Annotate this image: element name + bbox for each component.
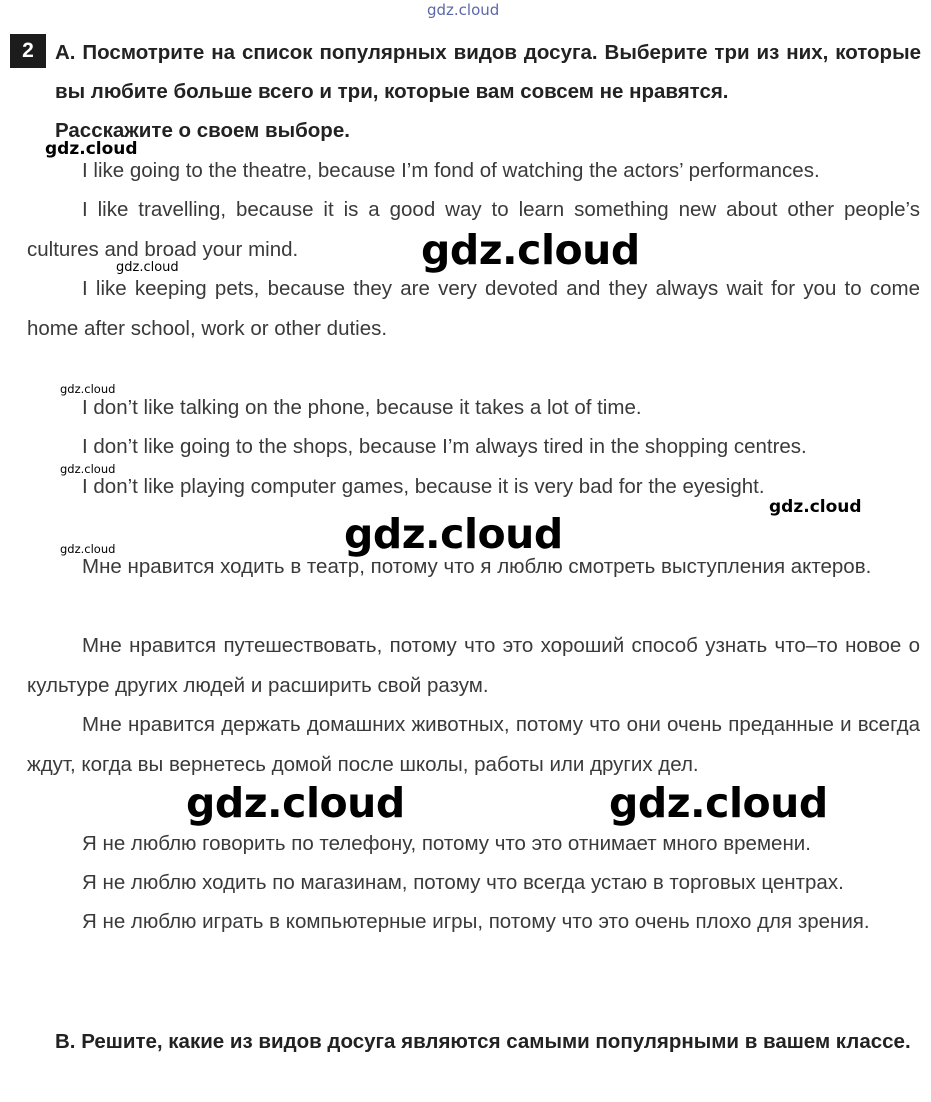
english-like-1: I like going to the theatre, because I’m fond of watching the actors’ performances. — [82, 159, 820, 182]
russian-dislike-1: Я не люблю говорить по телефону, потому что это отнимает много времени. — [82, 832, 811, 855]
part-a-heading-tail: Расскажите о своем выборе. — [55, 119, 350, 142]
english-dislike-3: I don’t like playing computer games, because it is very bad for the eyesight. — [82, 475, 765, 498]
watermark: gdz.cloud — [60, 382, 116, 396]
watermark: gdz.cloud — [186, 779, 405, 827]
russian-dislike-3: Я не люблю играть в компьютерные игры, потому что это очень плохо для зрения. — [82, 910, 870, 933]
russian-like-3: Мне нравится держать домашних животных, потому что они очень преданные и всегда ждут, когда вы вернетесь домой после школы, работы или других дел. — [27, 713, 920, 776]
watermark: gdz.cloud — [769, 497, 862, 517]
english-like-3: I like keeping pets, because they are very devoted and they always wait for you to come home after school, work or other duties. — [27, 277, 920, 340]
russian-dislike-2: Я не люблю ходить по магазинам, потому что всегда устаю в торговых центрах. — [82, 871, 844, 894]
watermark: gdz.cloud — [344, 510, 563, 558]
part-a-heading: A. Посмотрите на список популярных видов досуга. Выберите три из них, которые вы любите больше всего и три, которые вам совсем не нравятся. — [55, 41, 921, 103]
part-b-heading: B. Решите, какие из видов досуга являются самыми популярными в вашем классе. — [55, 1030, 911, 1053]
english-dislike-2: I don’t like going to the shops, because I’m always tired in the shopping centres. — [82, 435, 807, 458]
watermark: gdz.cloud — [421, 226, 640, 274]
watermark: gdz.cloud — [609, 779, 828, 827]
watermark: gdz.cloud — [60, 462, 116, 476]
watermark: gdz.cloud — [45, 139, 138, 159]
english-dislike-1: I don’t like talking on the phone, because it takes a lot of time. — [82, 396, 642, 419]
english-like-2: I like travelling, because it is a good way to learn something new about other people’s cultures and broad your mind. — [27, 198, 920, 261]
russian-like-2: Мне нравится путешествовать, потому что это хороший способ узнать что–то новое о культуре других людей и расширить свой разум. — [27, 634, 920, 697]
task-number-badge: 2 — [10, 34, 46, 68]
watermark-top: gdz.cloud — [427, 1, 500, 19]
watermark: gdz.cloud — [60, 542, 116, 556]
watermark: gdz.cloud — [116, 260, 179, 275]
russian-like-1: Мне нравится ходить в театр, потому что я люблю смотреть выступления актеров. — [82, 555, 872, 578]
